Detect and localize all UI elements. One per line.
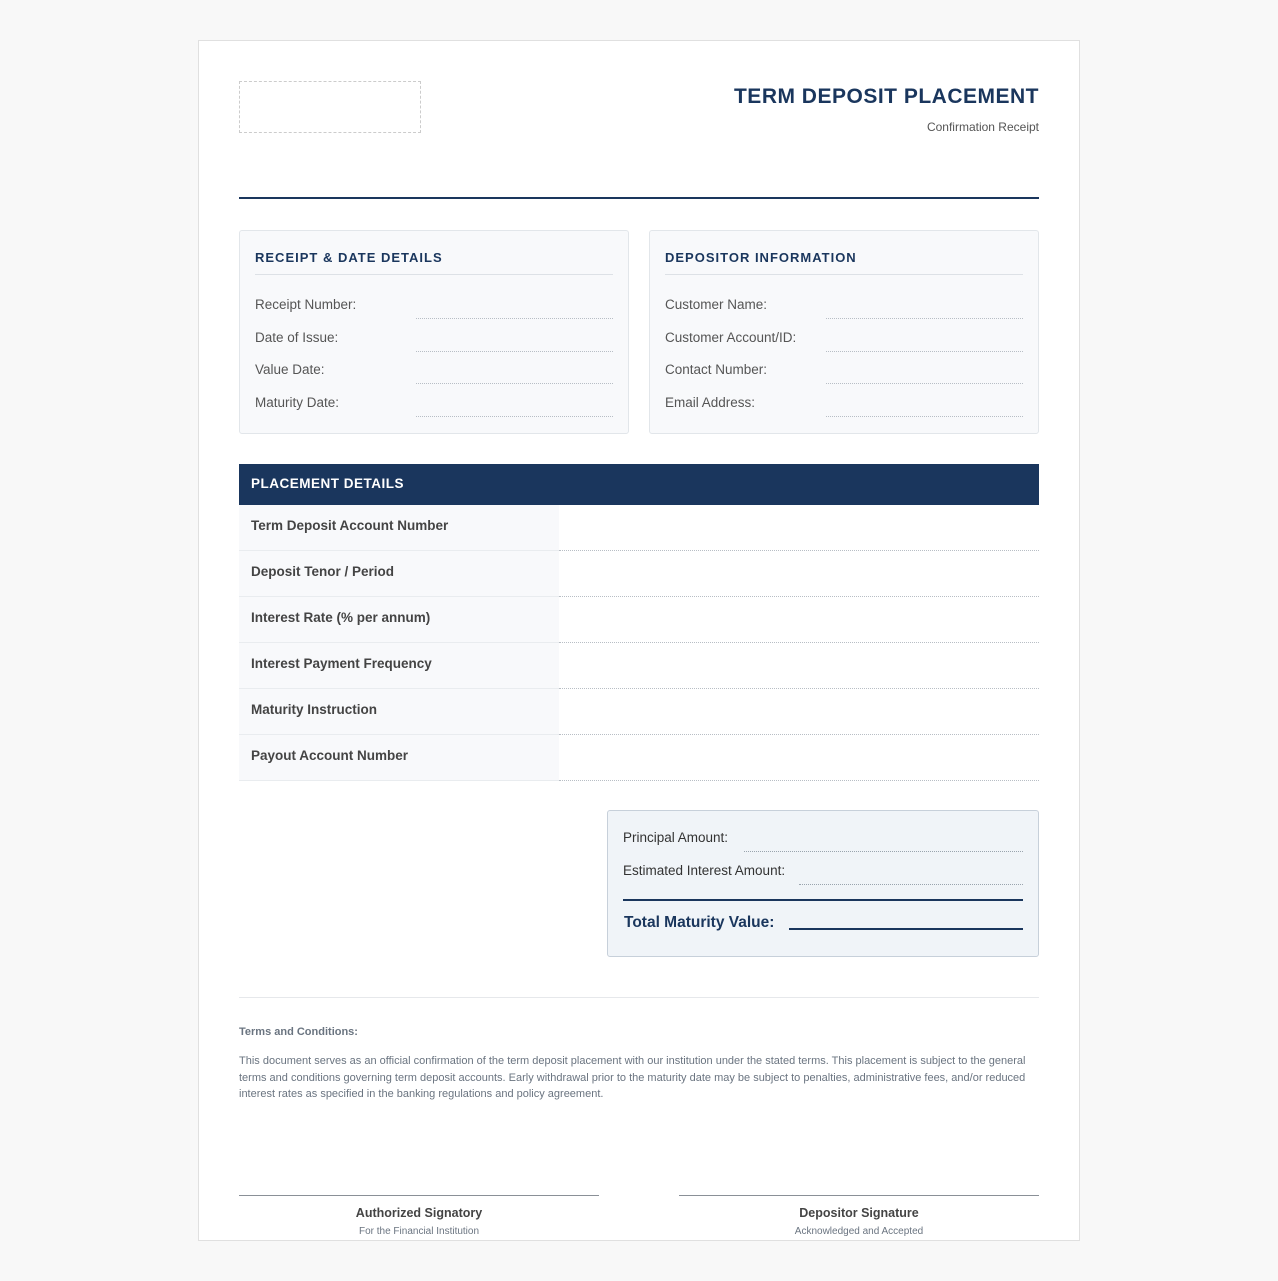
depositor-signature-subtitle: Acknowledged and Accepted <box>794 1226 924 1237</box>
email-address-row <box>665 393 1023 417</box>
payout-account-label: Payout Account Number <box>239 735 559 781</box>
receipt-number-label: Receipt Number: <box>255 297 357 312</box>
authorized-signatory-subtitle: For the Financial Institution <box>358 1226 480 1237</box>
total-maturity-field[interactable] <box>789 928 1023 930</box>
contact-number-field[interactable] <box>826 383 1023 384</box>
depositor-info-panel <box>649 230 1039 434</box>
table-row <box>239 597 1039 643</box>
principal-amount-label: Principal Amount: <box>623 830 729 845</box>
maturity-date-label: Maturity Date: <box>255 395 340 410</box>
depositor-signature-title: Depositor Signature <box>799 1206 919 1220</box>
placement-details-table <box>239 464 1039 781</box>
interest-rate-field[interactable] <box>559 597 1039 643</box>
maturity-date-row <box>255 393 613 417</box>
maturity-instruction-label: Maturity Instruction <box>239 689 559 735</box>
date-of-issue-field[interactable] <box>416 351 613 352</box>
receipt-number-row <box>255 295 613 319</box>
placement-details-heading: PLACEMENT DETAILS <box>239 464 1039 505</box>
email-address-label: Email Address: <box>665 395 756 410</box>
panel-divider <box>665 274 1023 275</box>
table-row <box>239 551 1039 597</box>
receipt-details-heading: RECEIPT & DATE DETAILS <box>255 250 443 265</box>
depositor-signature-line[interactable] <box>679 1195 1039 1196</box>
customer-name-label: Customer Name: <box>665 297 768 312</box>
interest-rate-label: Interest Rate (% per annum) <box>239 597 559 643</box>
header-divider <box>239 197 1039 199</box>
table-row <box>239 735 1039 781</box>
maturity-instruction-field[interactable] <box>559 689 1039 735</box>
terms-text: This document serves as an official confirmation of the term deposit placement with our institution under the stated terms. This placement is subject to the general terms and conditions governing term deposit accounts. Early withdrawal prior to the maturity date may be subject to penalties, administrative fees, and/or reduced interest rates as specified in the banking regulations and policy agreement. <box>239 1055 1026 1100</box>
authorized-signatory-title: Authorized Signatory <box>355 1206 483 1220</box>
customer-account-row <box>665 328 1023 352</box>
payout-account-field[interactable] <box>559 735 1039 781</box>
customer-account-field[interactable] <box>826 351 1023 352</box>
email-address-field[interactable] <box>826 416 1023 417</box>
deposit-tenor-field[interactable] <box>559 551 1039 597</box>
principal-row <box>623 828 1023 852</box>
depositor-info-heading: DEPOSITOR INFORMATION <box>665 250 857 265</box>
principal-amount-field[interactable] <box>744 851 1023 852</box>
terms-divider <box>239 997 1039 998</box>
authorized-signature-line[interactable] <box>239 1195 599 1196</box>
value-date-row <box>255 360 613 384</box>
interest-row <box>623 861 1023 885</box>
value-date-label: Value Date: <box>255 362 325 377</box>
interest-frequency-label: Interest Payment Frequency <box>239 643 559 689</box>
td-account-number-field[interactable] <box>559 505 1039 551</box>
receipt-details-panel <box>239 230 629 434</box>
document-title: TERM DEPOSIT PLACEMENT <box>733 85 1039 108</box>
depositor-signature-block <box>679 1195 1039 1237</box>
authorized-signature-block <box>239 1195 599 1237</box>
td-account-number-label: Term Deposit Account Number <box>239 505 559 551</box>
table-row <box>239 643 1039 689</box>
date-of-issue-row <box>255 328 613 352</box>
deposit-tenor-label: Deposit Tenor / Period <box>239 551 559 597</box>
date-of-issue-label: Date of Issue: <box>255 330 339 345</box>
estimated-interest-field[interactable] <box>799 884 1023 885</box>
customer-name-field[interactable] <box>826 318 1023 319</box>
logo-placeholder <box>239 81 421 133</box>
interest-frequency-field[interactable] <box>559 643 1039 689</box>
customer-account-label: Customer Account/ID: <box>665 330 797 345</box>
estimated-interest-label: Estimated Interest Amount: <box>623 863 786 878</box>
document-page <box>198 40 1080 1241</box>
total-maturity-label: Total Maturity Value: <box>624 914 775 931</box>
contact-number-row <box>665 360 1023 384</box>
customer-name-row <box>665 295 1023 319</box>
maturity-summary-box <box>607 810 1039 957</box>
terms-title: Terms and Conditions: <box>239 1026 358 1038</box>
table-row <box>239 505 1039 551</box>
value-date-field[interactable] <box>416 383 613 384</box>
contact-number-label: Contact Number: <box>665 362 768 377</box>
receipt-number-field[interactable] <box>416 318 613 319</box>
table-row <box>239 689 1039 735</box>
panel-divider <box>255 274 613 275</box>
summary-divider <box>623 899 1023 901</box>
maturity-date-field[interactable] <box>416 416 613 417</box>
document-subtitle: Confirmation Receipt <box>926 120 1039 134</box>
